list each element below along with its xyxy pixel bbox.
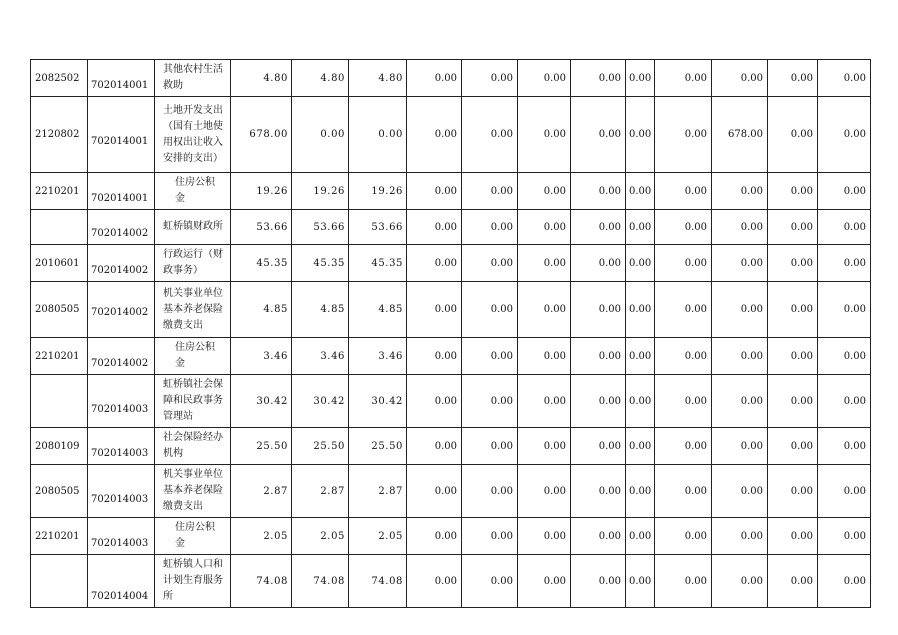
item-name-cell: 住房公积金 [155, 173, 231, 210]
item-name-cell: 机关事业单位基本养老保险缴费支出 [155, 282, 231, 338]
amount-cell: 0.00 [626, 428, 655, 465]
amount-cell: 0.00 [655, 428, 712, 465]
func-code-cell: 2120802 [31, 97, 88, 173]
item-name-cell: 土地开发支出（国有土地使用权出让收入安排的支出） [155, 97, 231, 173]
amount-cell: 0.00 [712, 245, 768, 282]
amount-cell: 0.00 [571, 282, 626, 338]
amount-cell: 0.00 [571, 97, 626, 173]
amount-cell: 0.00 [712, 555, 768, 608]
amount-cell: 30.42 [292, 375, 349, 428]
amount-cell: 0.00 [768, 375, 818, 428]
unit-code-cell: 702014002 [88, 338, 155, 375]
amount-cell: 74.08 [231, 555, 292, 608]
amount-cell: 0.00 [518, 338, 571, 375]
amount-cell: 2.05 [349, 518, 407, 555]
unit-code-cell: 702014001 [88, 60, 155, 97]
amount-cell: 74.08 [349, 555, 407, 608]
amount-cell: 53.66 [231, 210, 292, 245]
amount-cell: 0.00 [818, 465, 871, 518]
amount-cell: 678.00 [712, 97, 768, 173]
func-code-cell: 2080109 [31, 428, 88, 465]
amount-cell: 0.00 [655, 465, 712, 518]
func-code-cell: 2082502 [31, 60, 88, 97]
amount-cell: 0.00 [655, 282, 712, 338]
func-code-cell: 2210201 [31, 518, 88, 555]
amount-cell: 0.00 [818, 60, 871, 97]
amount-cell: 0.00 [655, 97, 712, 173]
func-code-cell [31, 210, 88, 245]
func-code-cell [31, 375, 88, 428]
amount-cell: 0.00 [655, 245, 712, 282]
amount-cell: 53.66 [292, 210, 349, 245]
amount-cell: 30.42 [231, 375, 292, 428]
amount-cell: 4.85 [349, 282, 407, 338]
amount-cell: 4.80 [349, 60, 407, 97]
amount-cell: 0.00 [626, 97, 655, 173]
amount-cell: 0.00 [626, 245, 655, 282]
amount-cell: 0.00 [626, 60, 655, 97]
amount-cell: 0.00 [655, 338, 712, 375]
amount-cell: 0.00 [712, 338, 768, 375]
amount-cell: 45.35 [231, 245, 292, 282]
amount-cell: 0.00 [407, 245, 462, 282]
budget-table [30, 59, 871, 608]
amount-cell: 0.00 [407, 210, 462, 245]
amount-cell: 0.00 [462, 428, 518, 465]
amount-cell: 0.00 [655, 60, 712, 97]
amount-cell: 0.00 [712, 375, 768, 428]
unit-code-cell: 702014003 [88, 375, 155, 428]
amount-cell: 0.00 [768, 282, 818, 338]
amount-cell: 0.00 [712, 173, 768, 210]
amount-cell: 0.00 [462, 555, 518, 608]
amount-cell: 0.00 [712, 282, 768, 338]
table-row [31, 555, 871, 608]
amount-cell: 0.00 [407, 465, 462, 518]
amount-cell: 0.00 [818, 428, 871, 465]
amount-cell: 0.00 [518, 518, 571, 555]
item-name-cell: 住房公积金 [155, 338, 231, 375]
amount-cell: 0.00 [626, 465, 655, 518]
amount-cell: 3.46 [292, 338, 349, 375]
amount-cell: 0.00 [571, 518, 626, 555]
func-code-cell: 2210201 [31, 338, 88, 375]
unit-code-cell: 702014003 [88, 465, 155, 518]
item-name-cell: 社会保险经办机构 [155, 428, 231, 465]
amount-cell: 0.00 [462, 173, 518, 210]
table-row [31, 428, 871, 465]
amount-cell: 0.00 [462, 465, 518, 518]
amount-cell: 3.46 [231, 338, 292, 375]
amount-cell: 0.00 [571, 465, 626, 518]
amount-cell: 0.00 [462, 375, 518, 428]
amount-cell: 0.00 [407, 282, 462, 338]
amount-cell: 0.00 [655, 518, 712, 555]
table-row [31, 375, 871, 428]
func-code-cell: 2210201 [31, 173, 88, 210]
amount-cell: 0.00 [712, 210, 768, 245]
amount-cell: 45.35 [349, 245, 407, 282]
amount-cell: 0.00 [462, 245, 518, 282]
amount-cell: 0.00 [571, 173, 626, 210]
amount-cell: 0.00 [818, 97, 871, 173]
item-name-cell: 住房公积金 [155, 518, 231, 555]
amount-cell: 0.00 [818, 173, 871, 210]
amount-cell: 0.00 [768, 555, 818, 608]
unit-code-cell: 702014004 [88, 555, 155, 608]
amount-cell: 30.42 [349, 375, 407, 428]
amount-cell: 0.00 [407, 375, 462, 428]
amount-cell: 45.35 [292, 245, 349, 282]
amount-cell: 0.00 [768, 173, 818, 210]
amount-cell: 0.00 [626, 210, 655, 245]
amount-cell: 0.00 [818, 518, 871, 555]
amount-cell: 0.00 [462, 210, 518, 245]
amount-cell: 2.87 [292, 465, 349, 518]
unit-code-cell: 702014002 [88, 245, 155, 282]
amount-cell: 0.00 [407, 428, 462, 465]
amount-cell: 0.00 [626, 173, 655, 210]
amount-cell: 0.00 [655, 173, 712, 210]
amount-cell: 0.00 [407, 555, 462, 608]
item-name-cell: 虹桥镇社会保障和民政事务管理站 [155, 375, 231, 428]
amount-cell: 0.00 [818, 210, 871, 245]
amount-cell: 0.00 [655, 375, 712, 428]
table-row [31, 173, 871, 210]
table-row [31, 465, 871, 518]
amount-cell: 25.50 [292, 428, 349, 465]
amount-cell: 0.00 [571, 555, 626, 608]
amount-cell: 53.66 [349, 210, 407, 245]
table-row [31, 60, 871, 97]
amount-cell: 0.00 [712, 60, 768, 97]
amount-cell: 0.00 [768, 97, 818, 173]
amount-cell: 0.00 [768, 210, 818, 245]
amount-cell: 0.00 [626, 282, 655, 338]
item-name-cell: 机关事业单位基本养老保险缴费支出 [155, 465, 231, 518]
amount-cell: 2.05 [231, 518, 292, 555]
amount-cell: 0.00 [768, 60, 818, 97]
amount-cell: 2.05 [292, 518, 349, 555]
amount-cell: 0.00 [768, 465, 818, 518]
amount-cell: 0.00 [518, 245, 571, 282]
table-row [31, 282, 871, 338]
amount-cell: 0.00 [626, 518, 655, 555]
amount-cell: 0.00 [818, 338, 871, 375]
amount-cell: 19.26 [292, 173, 349, 210]
amount-cell: 0.00 [768, 338, 818, 375]
amount-cell: 0.00 [818, 555, 871, 608]
amount-cell: 0.00 [712, 465, 768, 518]
amount-cell: 0.00 [571, 428, 626, 465]
unit-code-cell: 702014003 [88, 518, 155, 555]
unit-code-cell: 702014002 [88, 210, 155, 245]
amount-cell: 0.00 [626, 338, 655, 375]
func-code-cell: 2010601 [31, 245, 88, 282]
amount-cell: 0.00 [571, 60, 626, 97]
amount-cell: 0.00 [818, 282, 871, 338]
item-name-cell: 虹桥镇财政所 [155, 210, 231, 245]
amount-cell: 0.00 [518, 60, 571, 97]
unit-code-cell: 702014001 [88, 173, 155, 210]
item-name-cell: 其他农村生活救助 [155, 60, 231, 97]
amount-cell: 0.00 [462, 282, 518, 338]
amount-cell: 3.46 [349, 338, 407, 375]
amount-cell: 0.00 [462, 97, 518, 173]
amount-cell: 0.00 [407, 97, 462, 173]
table-row [31, 97, 871, 173]
amount-cell: 0.00 [768, 518, 818, 555]
amount-cell: 0.00 [818, 375, 871, 428]
amount-cell: 0.00 [462, 338, 518, 375]
item-name-cell: 行政运行（财政事务） [155, 245, 231, 282]
amount-cell: 2.87 [231, 465, 292, 518]
amount-cell: 0.00 [407, 518, 462, 555]
amount-cell: 0.00 [518, 428, 571, 465]
amount-cell: 0.00 [655, 555, 712, 608]
amount-cell: 19.26 [349, 173, 407, 210]
amount-cell: 25.50 [349, 428, 407, 465]
amount-cell: 0.00 [462, 518, 518, 555]
amount-cell: 0.00 [518, 375, 571, 428]
amount-cell: 0.00 [518, 282, 571, 338]
amount-cell: 4.85 [231, 282, 292, 338]
amount-cell: 4.80 [292, 60, 349, 97]
amount-cell: 0.00 [292, 97, 349, 173]
amount-cell: 74.08 [292, 555, 349, 608]
table-row [31, 245, 871, 282]
amount-cell: 19.26 [231, 173, 292, 210]
unit-code-cell: 702014003 [88, 428, 155, 465]
amount-cell: 0.00 [768, 428, 818, 465]
table-body [31, 60, 871, 608]
amount-cell: 25.50 [231, 428, 292, 465]
amount-cell: 0.00 [571, 210, 626, 245]
amount-cell: 0.00 [518, 555, 571, 608]
unit-code-cell: 702014001 [88, 97, 155, 173]
amount-cell: 0.00 [712, 428, 768, 465]
amount-cell: 0.00 [768, 245, 818, 282]
amount-cell: 0.00 [518, 173, 571, 210]
table-row [31, 338, 871, 375]
amount-cell: 0.00 [626, 375, 655, 428]
amount-cell: 4.85 [292, 282, 349, 338]
table-row [31, 210, 871, 245]
amount-cell: 0.00 [818, 245, 871, 282]
func-code-cell: 2080505 [31, 465, 88, 518]
amount-cell: 678.00 [231, 97, 292, 173]
amount-cell: 4.80 [231, 60, 292, 97]
amount-cell: 0.00 [518, 210, 571, 245]
amount-cell: 0.00 [407, 60, 462, 97]
amount-cell: 0.00 [462, 60, 518, 97]
func-code-cell: 2080505 [31, 282, 88, 338]
amount-cell: 0.00 [518, 465, 571, 518]
item-name-cell: 虹桥镇人口和计划生育服务所 [155, 555, 231, 608]
amount-cell: 2.87 [349, 465, 407, 518]
func-code-cell [31, 555, 88, 608]
amount-cell: 0.00 [571, 245, 626, 282]
amount-cell: 0.00 [349, 97, 407, 173]
unit-code-cell: 702014002 [88, 282, 155, 338]
amount-cell: 0.00 [407, 338, 462, 375]
amount-cell: 0.00 [571, 375, 626, 428]
amount-cell: 0.00 [518, 97, 571, 173]
amount-cell: 0.00 [626, 555, 655, 608]
amount-cell: 0.00 [571, 338, 626, 375]
amount-cell: 0.00 [407, 173, 462, 210]
amount-cell: 0.00 [712, 518, 768, 555]
table-row [31, 518, 871, 555]
amount-cell: 0.00 [655, 210, 712, 245]
